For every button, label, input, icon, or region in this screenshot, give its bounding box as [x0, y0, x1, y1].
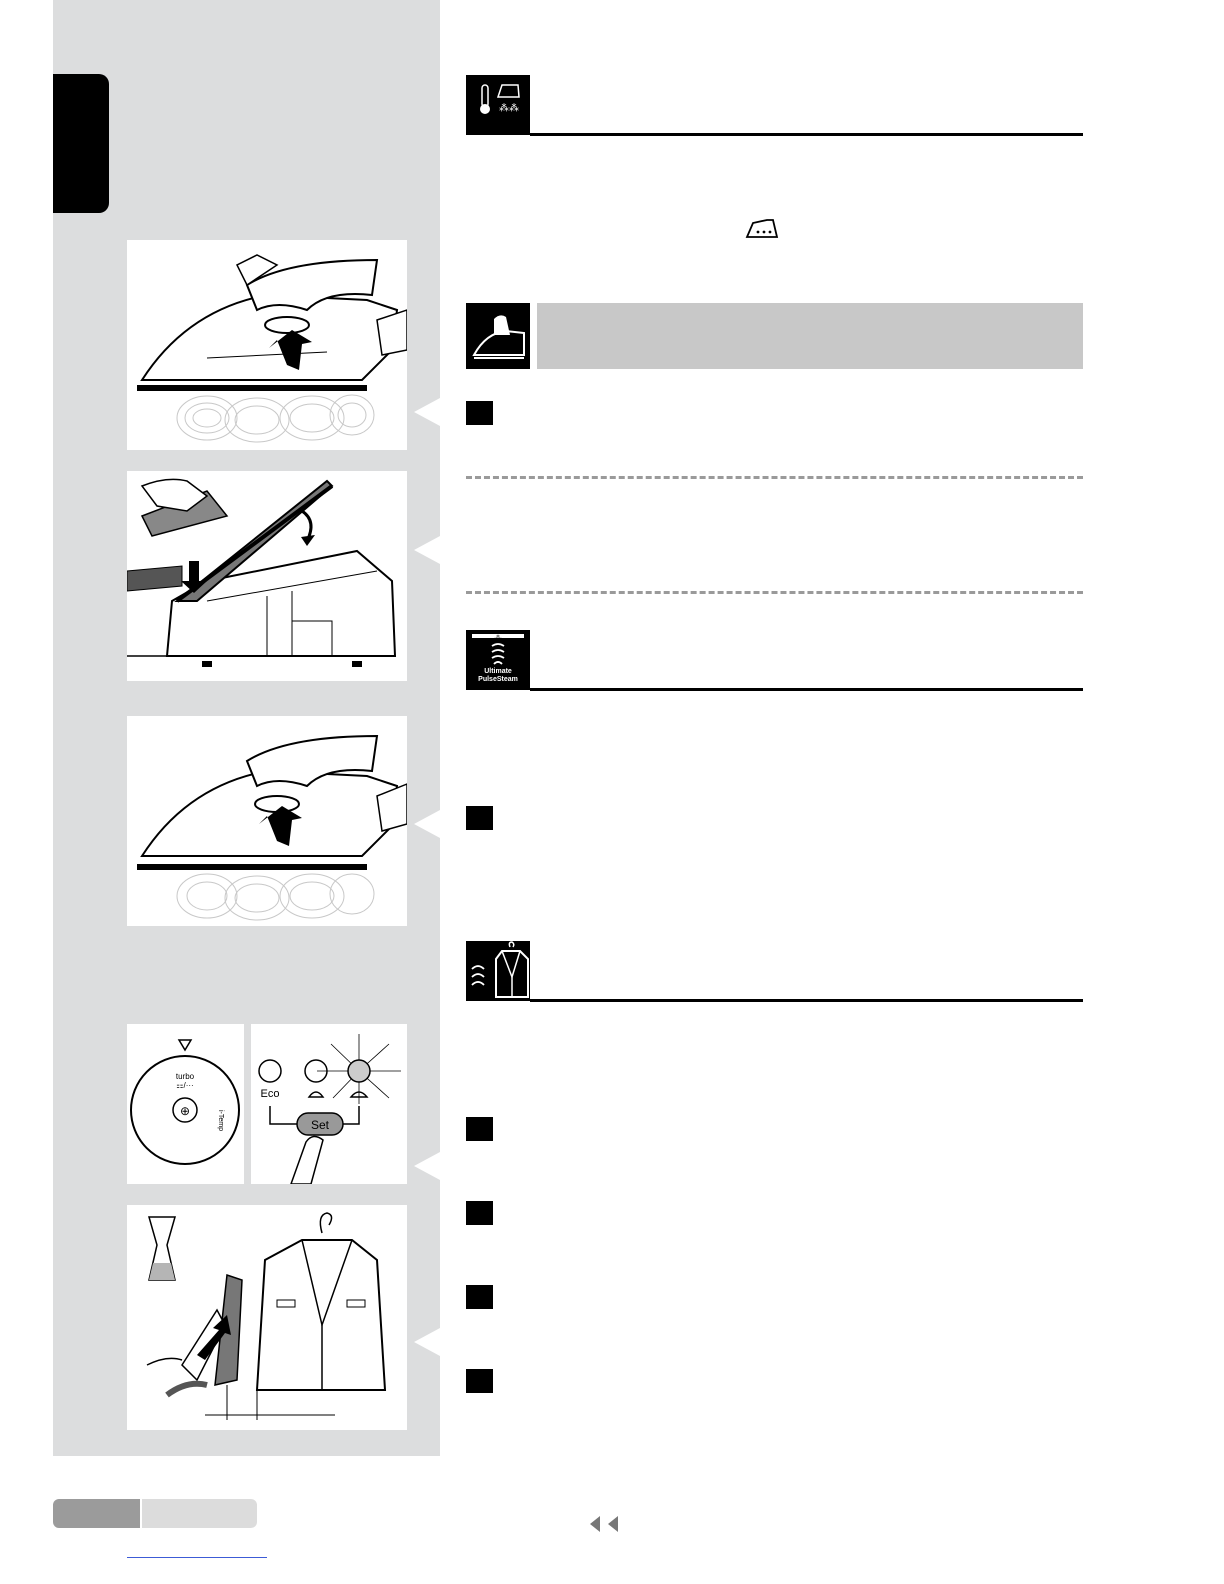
hand-on-iron-icon: [466, 303, 530, 369]
dashed-separator: [466, 476, 1083, 479]
set-button-label: Set: [310, 1118, 330, 1132]
dashed-separator: [466, 591, 1083, 594]
figure-iron-steam-shot: [127, 240, 407, 450]
ultimate-pulsesteam-icon: [466, 630, 530, 690]
dial-temp-label: i-Temp: [217, 1110, 224, 1132]
svg-text:⊕: ⊕: [179, 1104, 191, 1118]
svg-text:⁂⁂: ⁂⁂: [499, 103, 519, 114]
section-header-bar: [537, 303, 1083, 369]
svg-text:⁂: ⁂: [494, 635, 502, 642]
figure-pointer: [414, 536, 440, 564]
page-tab-right[interactable]: [142, 1499, 257, 1528]
figure-control-panel: [251, 1024, 407, 1184]
step-marker: [466, 401, 493, 425]
figure-iron-on-station: [127, 471, 407, 681]
iron-three-dots-icon: [745, 217, 779, 239]
svg-text:⚏/···: ⚏/···: [176, 1081, 194, 1090]
step-marker: [466, 1201, 493, 1225]
figure-pointer: [414, 1152, 440, 1180]
double-chevron-left-icon[interactable]: [588, 1514, 622, 1534]
figure-iron-pulse-steam: [127, 716, 407, 926]
dial-turbo-label: turbo: [175, 1072, 195, 1081]
section-rule: [530, 999, 1083, 1002]
pulsesteam-label-line2: PulseSteam: [478, 676, 518, 683]
figure-vertical-steam-jacket: [127, 1205, 407, 1430]
step-marker: [466, 1117, 493, 1141]
eco-label: Eco: [260, 1088, 280, 1100]
figure-pointer: [414, 1328, 440, 1356]
figure-pointer: [414, 810, 440, 838]
step-marker: [466, 1369, 493, 1393]
page-tab-left[interactable]: [53, 1499, 140, 1528]
language-tab[interactable]: [53, 74, 109, 213]
vertical-steam-garment-icon: [466, 941, 530, 1001]
figure-pointer: [414, 398, 440, 426]
figure-temperature-dial: [127, 1024, 244, 1184]
step-marker: [466, 1285, 493, 1309]
section-rule: [530, 133, 1083, 136]
pulsesteam-label-line1: Ultimate: [484, 668, 512, 675]
section-rule: [530, 688, 1083, 691]
step-marker: [466, 806, 493, 830]
thermometer-iron-steam-icon: [466, 75, 530, 135]
footer-link-underline[interactable]: [127, 1557, 267, 1558]
